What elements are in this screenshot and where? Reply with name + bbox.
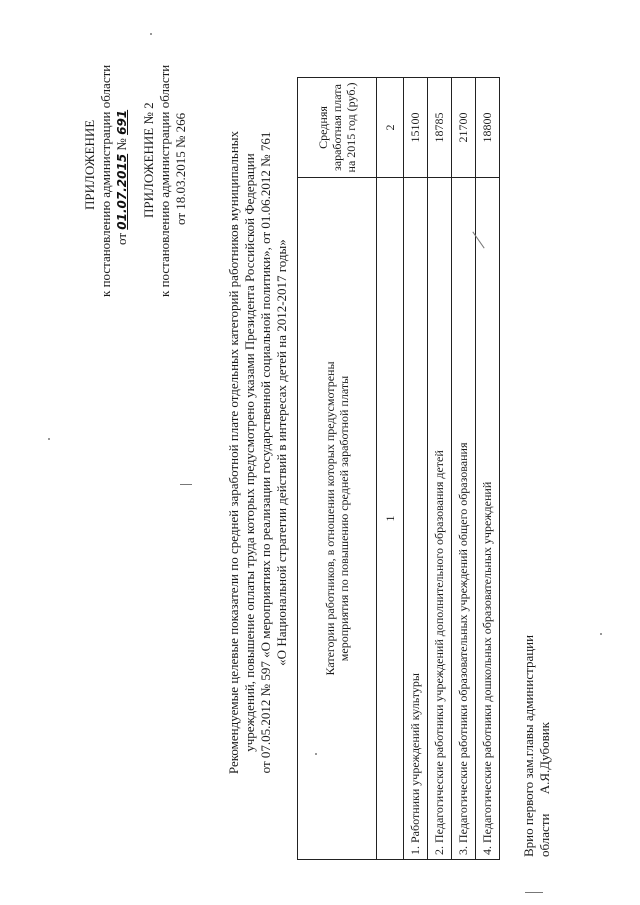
row-value: 18785 [428,78,452,178]
appendix-1-line2 [114,110,130,245]
caption-line-3: от 07.05.2012 № 597 «О мероприятиях по реализации государственной социальной политики», от 01.06.2012 № 761 [258,131,273,774]
row-category: 4. Педагогические работники дошкольных образовательных учреждений [476,178,500,860]
row-category: 3. Педагогические работники образовательных учреждений общего образования [452,178,476,860]
appendix-2-title: ПРИЛОЖЕНИЕ № 2 [141,102,156,218]
scan-speck [150,33,152,35]
table-row [428,78,452,860]
scan-speck [48,438,50,440]
column-number-2: 2 [377,78,404,178]
column-header-salary: Средняя заработная плата на 2015 год (руб.) [298,78,377,178]
signatory-name: А.Я.Дубовик [537,722,552,795]
scan-speck [600,633,602,635]
caption-line-1: Рекомендуемые целевые показатели по средней заработной плате отдельных категорий работников муниципальных [226,130,241,775]
column-number-1: 1 [377,178,404,860]
caption-line-2: учреждений, повышение оплаты труда которых предусмотрено указами Президента Российской Федерации [242,153,257,752]
table-header-row [298,78,377,860]
row-category: 2. Педагогические работники учреждений дополнительного образования детей [428,178,452,860]
scan-speck [315,753,317,755]
table-row [476,78,500,860]
appendix-1-number-handwritten: 691 [115,109,129,135]
row-value: 15100 [404,78,428,178]
table-row [452,78,476,860]
signature-line-2 [538,722,552,857]
row-value: 21700 [452,78,476,178]
table-row [404,78,428,860]
table-column-number-row [377,78,404,860]
appendix-1-number-label: № [114,138,129,151]
row-category: 1. Работники учреждений культуры [404,178,428,860]
column-header-category: Категории работников, в отношении которых предусмотрены мероприятия по повышению средней заработной платы [298,178,377,860]
caption-line-4: «О Национальной стратегии действий в интересах детей на 2012-2017 годы» [274,239,289,666]
scan-speck [180,484,192,485]
appendix-2-line2: от 18.03.2015 № 266 [173,112,188,225]
appendix-1-line1: к постановлению администрации области [98,64,113,297]
row-value: 18800 [476,78,500,178]
signature-line-1: Врио первого зам.главы администрации [521,634,536,857]
appendix-1-date-handwritten: 01.07.2015 [115,153,129,230]
appendix-1-date-prefix: от [114,232,129,245]
scan-speck [525,892,543,893]
appendix-1-title: ПРИЛОЖЕНИЕ [82,119,97,210]
appendix-2-line1: к постановлению администрации области [157,64,172,297]
signature-prefix: области [537,813,552,857]
salary-targets-table [297,77,500,860]
